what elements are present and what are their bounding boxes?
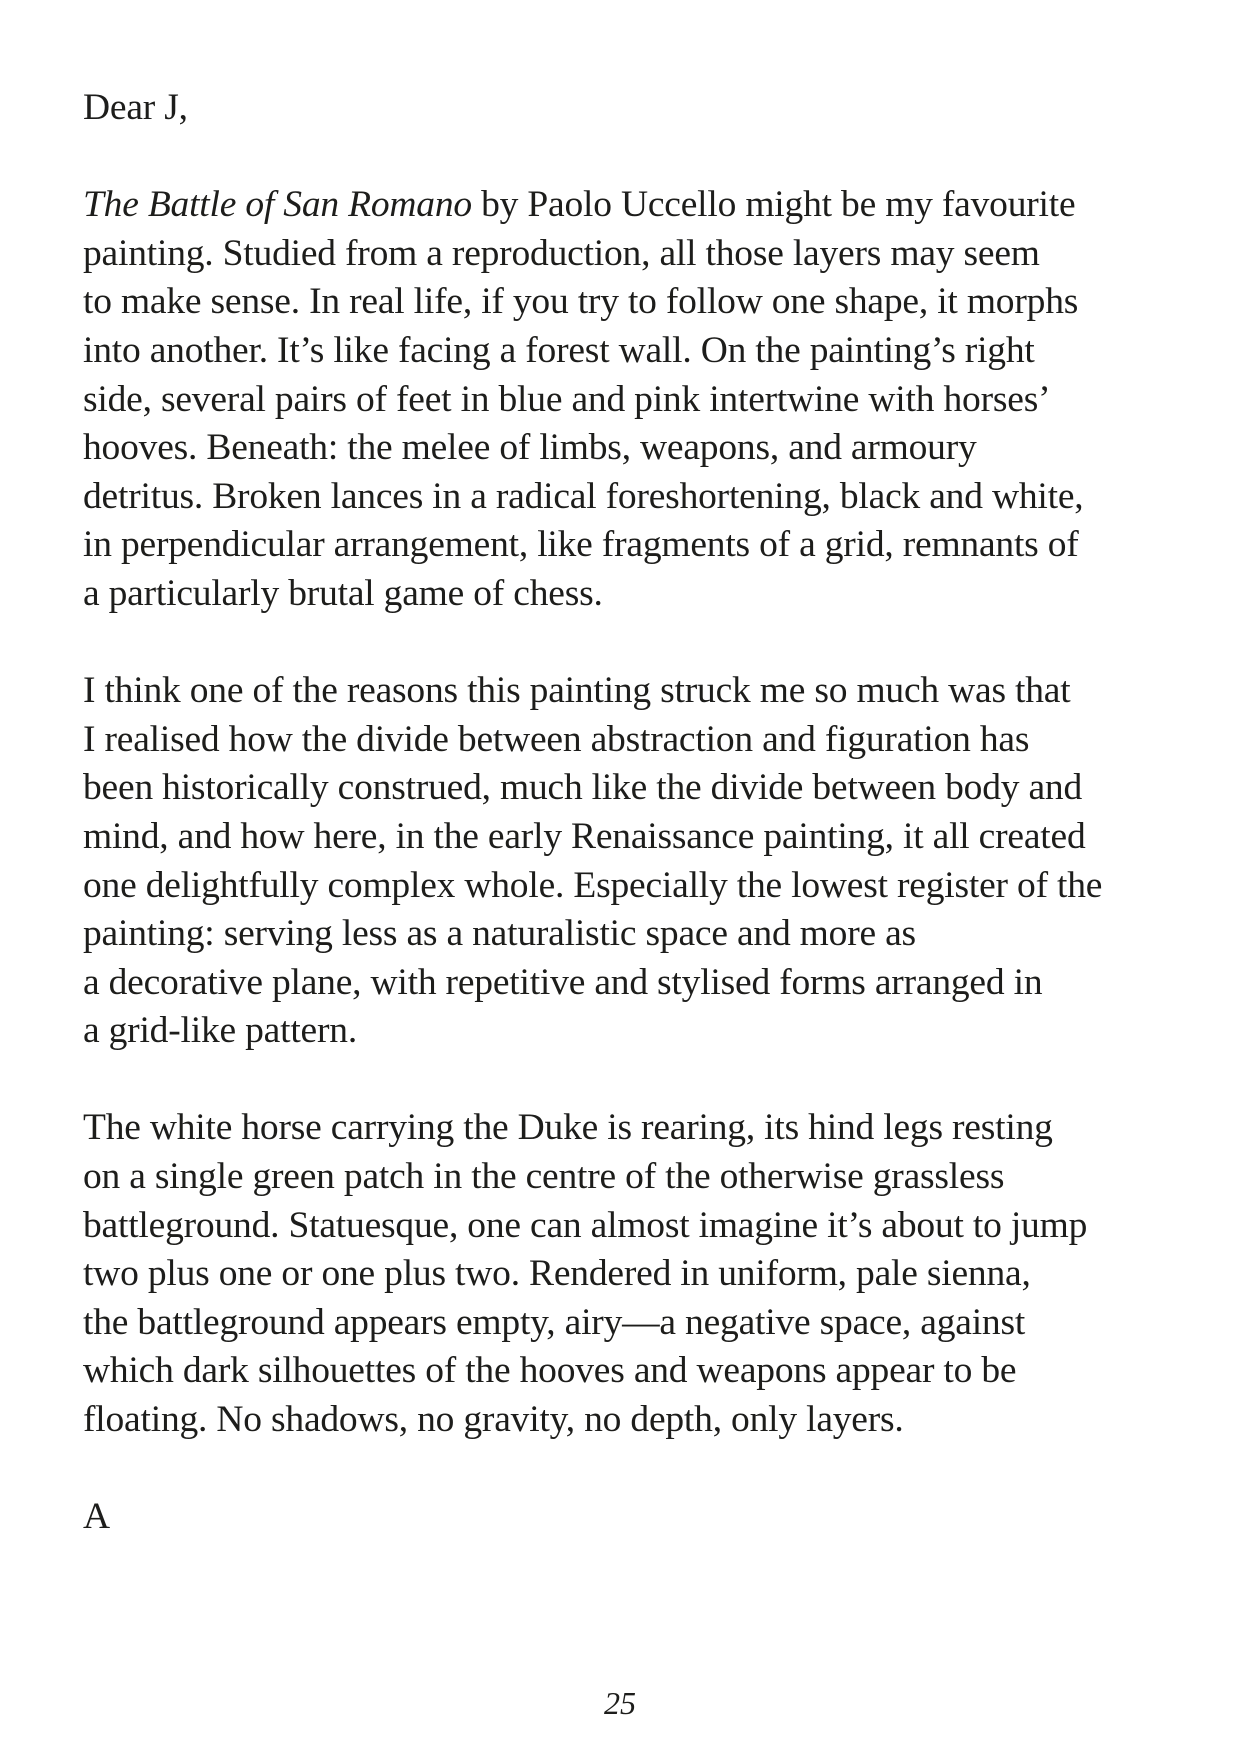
paragraph-gap (83, 1056, 1183, 1105)
paragraph-2-line: I think one of the reasons this painting struck me so much was that (83, 670, 1071, 712)
paragraph-1-line: into another. It’s like facing a forest wall. On the painting’s right (83, 329, 1035, 371)
page-number: 25 (604, 1685, 636, 1721)
paragraph-2-line: mind, and how here, in the early Renaissance painting, it all created (83, 815, 1086, 857)
paragraph-3-line: floating. No shadows, no gravity, no depth, only layers. (83, 1399, 904, 1441)
paragraph-2-line: been historically construed, much like the divide between body and (83, 767, 1083, 809)
paragraph-3 (83, 1104, 1183, 1444)
paragraph-1-line: to make sense. In real life, if you try to follow one shape, it morphs (83, 281, 1079, 323)
paragraph-3-line: on a single green patch in the centre of the otherwise grassless (83, 1156, 1005, 1198)
paragraph-2-line: I realised how the divide between abstraction and figuration has (83, 718, 1030, 760)
paragraph-2-line: a grid-like pattern. (83, 1010, 358, 1052)
paragraph-1-line-1-rest: by Paolo Uccello might be my favourite (471, 184, 1076, 226)
paragraph-2-line: painting: serving less as a naturalistic space and more as (83, 913, 916, 955)
paragraph-1 (83, 181, 1183, 618)
letter-body (83, 84, 1183, 1542)
paragraph-1-line: hooves. Beneath: the melee of limbs, weapons, and armoury (83, 427, 977, 469)
paragraph-3-line: The white horse carrying the Duke is rearing, its hind legs resting (83, 1107, 1053, 1149)
paragraph-1-line: detritus. Broken lances in a radical foreshortening, black and white, (83, 475, 1084, 517)
paragraph-2-line: a decorative plane, with repetitive and stylised forms arranged in (83, 961, 1043, 1003)
paragraph-3-line: the battleground appears empty, airy—a negative space, against (83, 1301, 1026, 1343)
paragraph-3-line: which dark silhouettes of the hooves and weapons appear to be (83, 1350, 1017, 1392)
paragraph-gap (83, 619, 1183, 668)
paragraph-3-line: battleground. Statuesque, one can almost imagine it’s about to jump (83, 1204, 1088, 1246)
paragraph-2 (83, 667, 1183, 1056)
signature: A (83, 1496, 110, 1538)
paragraph-1-line: painting. Studied from a reproduction, all those layers may seem (83, 232, 1040, 274)
paragraph-1-line: a particularly brutal game of chess. (83, 572, 603, 614)
paragraph-2-line: one delightfully complex whole. Especially the lowest register of the (83, 864, 1103, 906)
paragraph-gap (83, 1445, 1183, 1494)
paragraph-3-line: two plus one or one plus two. Rendered in uniform, pale sienna, (83, 1253, 1031, 1295)
paragraph-gap (83, 133, 1183, 182)
paragraph-1-line-1 (83, 181, 1183, 230)
painting-title: The Battle of San Romano (83, 184, 472, 226)
paragraph-1-line: in perpendicular arrangement, like fragments of a grid, remnants of (83, 524, 1079, 566)
paragraph-1-line: side, several pairs of feet in blue and pink intertwine with horses’ (83, 378, 1051, 420)
salutation: Dear J, (83, 87, 188, 128)
